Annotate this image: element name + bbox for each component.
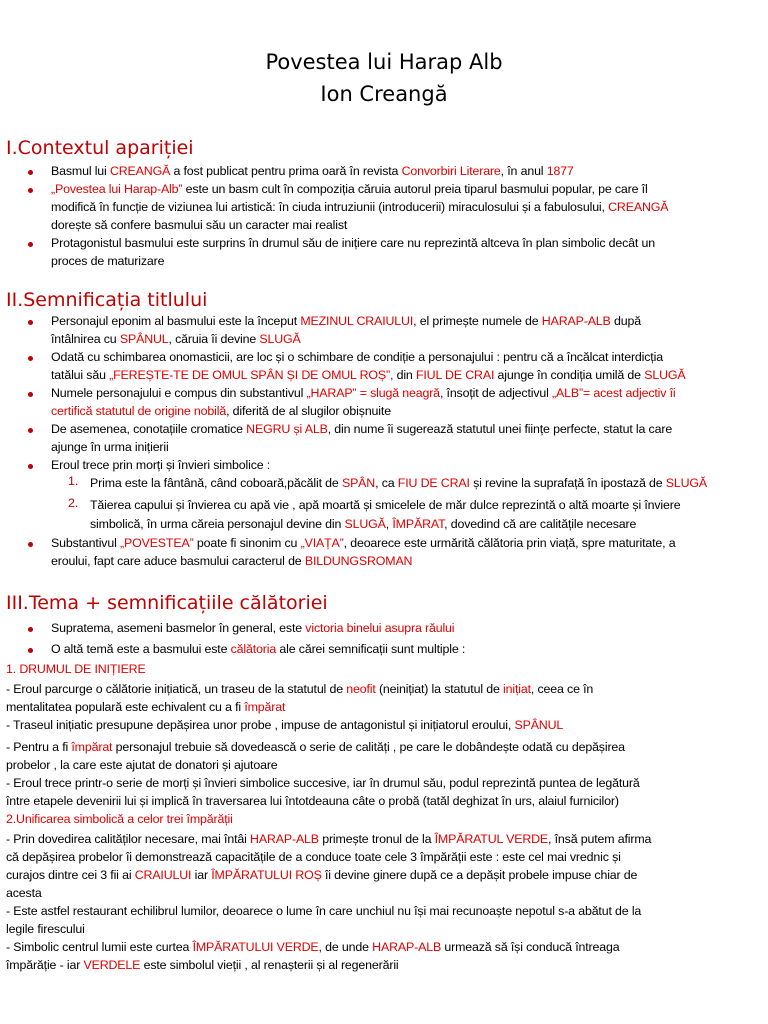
highlight-text: FIU DE CRAI: [397, 476, 470, 490]
text-line: [51, 640, 465, 658]
bullet-icon: [28, 464, 33, 469]
list-number: 2.: [68, 496, 79, 510]
body-text: ajunge în condiția umilă de: [494, 368, 645, 382]
list-number: 1.: [68, 474, 79, 488]
body-text: modifică în funcție de viziunea lui artistică: în ciuda intruziunii (introducerii) miraculosului și a fabulosului,: [51, 200, 609, 214]
text-line: [90, 515, 636, 533]
body-text: Tăierea capului și învierea cu apă vie , apă moartă și smicelele de măr dulce reprezintă o altă moarte și înviere: [90, 498, 681, 512]
body-text: curajos dintre cei 3 fii ai: [6, 868, 135, 882]
body-text: personajul trebuie să dovedească o serie de calități , pe care le dobândește odată cu depășirea: [112, 740, 625, 754]
body-text: că depășirea probelor îi demonstrează capacitățile de a conduce toate cele 3 împărății este : este cel mai vrednic și: [6, 850, 621, 864]
highlight-text: SLUGĂ: [344, 517, 386, 531]
body-text: a fost publicat pentru prima oară în revista: [170, 164, 402, 178]
highlight-text: ÎMPĂRAT: [392, 517, 445, 531]
body-text: , ca: [375, 476, 398, 490]
body-text: proces de maturizare: [51, 254, 165, 268]
body-text: Numele personajului e compus din substantivul: [51, 386, 307, 400]
body-text: Substantivul: [51, 536, 120, 550]
body-text: acesta: [6, 886, 42, 900]
highlight-text: SLUGĂ: [644, 368, 686, 382]
text-line: [51, 180, 648, 198]
highlight-text: SPÂNUL: [514, 718, 564, 732]
text-line: [6, 866, 637, 884]
body-text: Protagonistul basmului este surprins în drumul său de inițiere care nu reprezintă altceva în plan simbolic decât un: [51, 236, 655, 250]
highlight-text: SPÂN: [341, 476, 376, 490]
highlight-text: împărat: [244, 700, 286, 714]
document-author: Ion Creangă: [320, 82, 448, 106]
text-line: [51, 366, 685, 384]
bullet-icon: [28, 320, 33, 325]
body-text: ,: [385, 517, 393, 531]
bullet-icon: [28, 392, 33, 397]
body-text: Eroul trece prin morți și învieri simbolice :: [51, 458, 271, 472]
text-line: [90, 474, 707, 492]
highlight-text: HARAP-ALB: [541, 314, 611, 328]
bullet-icon: [28, 648, 33, 653]
body-text: - Prin dovedirea calităților necesare, mai întâi: [6, 832, 251, 846]
highlight-text: HARAP-ALB: [372, 940, 442, 954]
text-line: [51, 162, 574, 180]
highlight-text: Convorbiri Literare: [401, 164, 501, 178]
section-heading-1: I.Contextul apariției: [6, 137, 194, 159]
highlight-text: CREANGĂ: [608, 200, 669, 214]
highlight-text: FIUL DE CRAI: [415, 368, 495, 382]
body-text: , el primește numele de: [413, 314, 542, 328]
body-text: - Simbolic centrul lumii este curtea: [6, 940, 193, 954]
text-line: [6, 738, 625, 756]
highlight-text: „VIAȚA”: [300, 536, 344, 550]
highlight-text: SLUGĂ: [665, 476, 708, 490]
highlight-text: 1877: [546, 164, 574, 178]
body-text: ale cărei semnificații sunt multiple :: [276, 642, 466, 656]
text-line: [51, 534, 675, 552]
highlight-text: VERDELE: [83, 958, 141, 972]
body-text: primește tronul de la: [318, 832, 435, 846]
highlight-text: „Povestea lui Harap-Alb”: [51, 182, 183, 196]
body-text: este un basm cult în compoziția căruia autorul preia tiparul basmului popular, pe care îl: [182, 182, 648, 196]
bullet-icon: [28, 188, 33, 193]
body-text: împărăție - iar: [6, 958, 84, 972]
body-text: probelor , la care este ajutat de donatori și ajutoare: [6, 758, 278, 772]
highlight-text: victoria binelui asupra răului: [305, 621, 455, 635]
body-text: mentalitatea populară este echivalent cu a fi: [6, 700, 245, 714]
subheading-2: [6, 810, 233, 828]
body-text: Odată cu schimbarea onomasticii, are loc și o schimbare de condiție a personajului : pentru că a încălcat interdicția: [51, 350, 663, 364]
text-line: [6, 774, 640, 792]
body-text: după: [610, 314, 641, 328]
body-text: Supratema, asemeni basmelor în general, este: [51, 621, 306, 635]
section-heading-3: III.Tema + semnificațiile călătoriei: [6, 592, 328, 614]
text-line: [6, 884, 42, 902]
text-line: [51, 252, 164, 270]
body-text: eroului, fapt care aduce basmului caracterul de: [51, 554, 305, 568]
body-text: De asemenea, conotațiile cromatice: [51, 422, 247, 436]
text-line: [6, 902, 641, 920]
highlight-text: CRAIULUI: [134, 868, 192, 882]
text-line: [51, 402, 391, 420]
highlight-text: ÎMPĂRATULUI ROȘ: [211, 868, 322, 882]
highlight-text: ÎMPĂRATULUI VERDE: [192, 940, 319, 954]
body-text: între etapele devenirii lui și implică în traversarea lui întotdeauna câte o probă (tatăl deghizat în urs, alaiul furnicilor): [6, 794, 619, 808]
text-line: [51, 312, 641, 330]
body-text: , deoarece este urmărită călătoria prin viață, spre maturitate, a: [343, 536, 676, 550]
body-text: - Eroul trece printr-o serie de morți și învieri simbolice succesive, iar în drumul său, podul reprezintă puntea de legătură: [6, 776, 640, 790]
body-text: Prima este la fântână, când coboară,păcălit de: [90, 476, 342, 490]
highlight-text: călătoria: [230, 642, 277, 656]
body-text: Personajul eponim al basmului este la început: [51, 314, 301, 328]
body-text: , de unde: [318, 940, 373, 954]
highlight-text: împărat: [71, 740, 113, 754]
subheading-1: [6, 660, 146, 678]
highlight-text: „FEREȘTE-TE DE OMUL SPÂN ȘI DE OMUL ROȘ”,: [109, 368, 394, 382]
text-line: [6, 920, 85, 938]
body-text: - Este astfel restaurant echilibrul lumilor, deoarece o lume în care unchiul nu își mai recunoaște nepotul s-a abătut de la: [6, 904, 642, 918]
text-line: [51, 438, 169, 456]
highlight-text: MEZINUL CRAIULUI: [300, 314, 414, 328]
body-text: Basmul lui: [51, 164, 110, 178]
body-text: legile firescului: [6, 922, 85, 936]
section-heading-2: II.Semnificația titlului: [6, 289, 208, 311]
bullet-icon: [28, 627, 33, 632]
body-text: iar: [191, 868, 212, 882]
body-text: poate fi sinonim cu: [193, 536, 301, 550]
text-line: [51, 198, 668, 216]
bullet-icon: [28, 356, 33, 361]
highlight-text: „HARAP” = slugă neagră: [306, 386, 440, 400]
text-line: [6, 792, 619, 810]
bullet-icon: [28, 242, 33, 247]
body-text: , dovedind că are calitățile necesare: [444, 517, 637, 531]
body-text: - Pentru a fi: [6, 740, 72, 754]
body-text: urmează să își conducă întreaga: [441, 940, 620, 954]
highlight-text: NEGRU și ALB: [246, 422, 328, 436]
highlight-text: SPÂNUL: [119, 332, 169, 346]
text-line: [51, 456, 270, 474]
body-text: din: [393, 368, 416, 382]
highlight-text: certifică statutul de origine nobilă: [51, 404, 227, 418]
body-text: este simbolul vieții , al renașterii și al regenerării: [140, 958, 399, 972]
body-text: - Eroul parcurge o călătorie inițiatică, un traseu de la statutul de: [6, 682, 347, 696]
highlight-text: BILDUNGSROMAN: [304, 554, 413, 568]
text-line: [6, 956, 399, 974]
body-text: - Traseul inițiatic presupune depășirea unor probe , impuse de antagonistul și inițiatorul eroului,: [6, 718, 515, 732]
text-line: [6, 716, 563, 734]
highlight-text: inițiat: [503, 682, 531, 696]
body-text: și revine la suprafață în ipostază de: [469, 476, 666, 490]
text-line: [6, 680, 593, 698]
body-text: întâlnirea cu: [51, 332, 120, 346]
text-line: [6, 756, 278, 774]
highlight-text: „ALB”= acest adjectiv îi: [552, 386, 676, 400]
bullet-icon: [28, 170, 33, 175]
body-text: ajunge în urma inițierii: [51, 440, 169, 454]
body-text: (neinițiat) la statutul de: [375, 682, 504, 696]
body-text: , în anul: [500, 164, 547, 178]
bullet-icon: [28, 428, 33, 433]
body-text: O altă temă este a basmului este: [51, 642, 231, 656]
highlight-text: HARAP-ALB: [250, 832, 319, 846]
text-line: [6, 698, 285, 716]
body-text: , căruia îi devine: [168, 332, 260, 346]
body-text: , din nume îi sugerează statutul unei ființe perfecte, statut la care: [327, 422, 673, 436]
text-line: [51, 216, 347, 234]
body-text: , ceea ce în: [530, 682, 594, 696]
highlight-text: neofit: [346, 682, 376, 696]
text-line: [51, 384, 676, 402]
body-text: tatălui său: [51, 368, 110, 382]
text-line: [6, 938, 619, 956]
text-line: [51, 348, 663, 366]
highlight-text: 2.Unificarea simbolică a celor trei împărății: [6, 812, 233, 826]
text-line: [51, 619, 454, 637]
text-line: [51, 420, 672, 438]
body-text: , însă putem afirma: [548, 832, 652, 846]
body-text: îi devine ginere după ce a depășit probele impuse chiar de: [321, 868, 638, 882]
text-line: [6, 830, 651, 848]
body-text: simbolică, în urma căreia personajul devine din: [90, 517, 345, 531]
text-line: [51, 552, 412, 570]
body-text: , însoțit de adjectivul: [439, 386, 553, 400]
highlight-text: CREANGĂ: [109, 164, 171, 178]
highlight-text: SLUGĂ: [259, 332, 301, 346]
document-title: Povestea lui Harap Alb: [265, 50, 503, 74]
highlight-text: ÎMPĂRATUL VERDE: [434, 832, 549, 846]
highlight-text: 1. DRUMUL DE INIȚIERE: [6, 662, 146, 676]
bullet-icon: [28, 542, 33, 547]
text-line: [90, 496, 681, 514]
text-line: [6, 848, 621, 866]
body-text: dorește să confere basmului său un caracter mai realist: [51, 218, 348, 232]
body-text: , diferită de al slugilor obișnuite: [226, 404, 391, 418]
text-line: [51, 330, 301, 348]
highlight-text: „POVESTEA”: [120, 536, 194, 550]
text-line: [51, 234, 655, 252]
